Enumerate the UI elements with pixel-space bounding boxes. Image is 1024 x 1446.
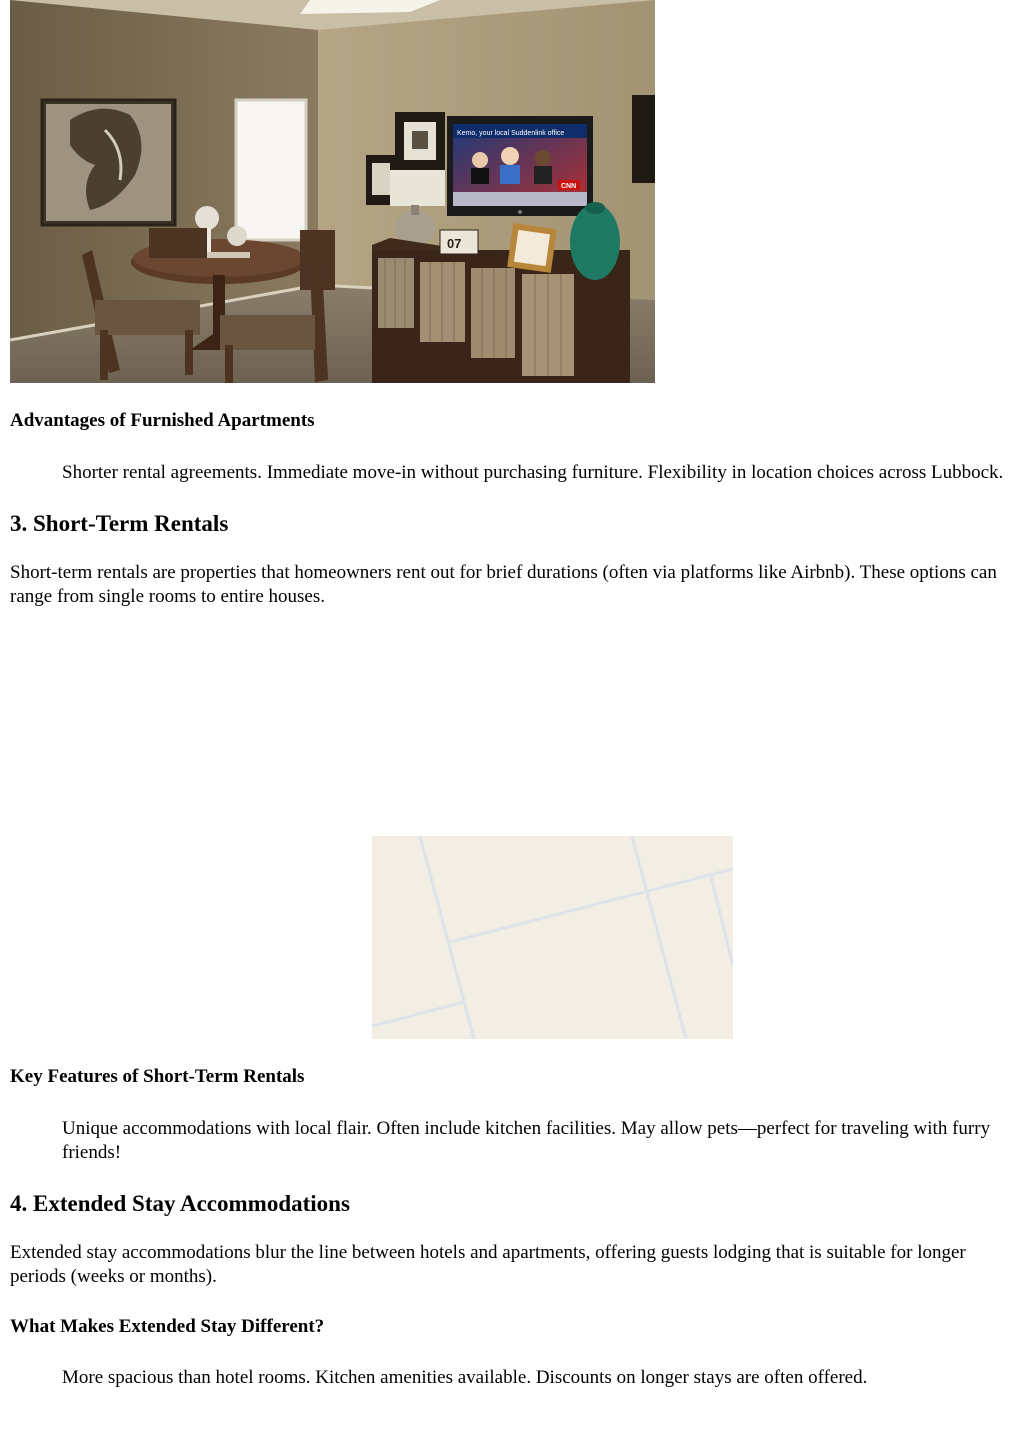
map-container — [10, 836, 1014, 1039]
article-content — [10, 0, 1014, 1390]
short-term-rentals-heading: 3. Short-Term Rentals — [10, 511, 229, 536]
short-term-features-heading: Key Features of Short-Term Rentals — [10, 1066, 305, 1087]
map-embed[interactable] — [372, 836, 733, 1039]
tv-screen-text: Kemo, your local Suddenlink office — [457, 130, 565, 137]
extended-stay-difference-heading: What Makes Extended Stay Different? — [10, 1316, 325, 1337]
furnished-advantages-heading: Advantages of Furnished Apartments — [10, 410, 315, 431]
tv-channel-logo: CNN — [561, 183, 577, 190]
short-term-features-list: Unique accommodations with local flair. Often include kitchen facilities. May allow pets—perfect for traveling with furry friends! — [62, 1118, 991, 1163]
extended-stay-intro: Extended stay accommodations blur the line between hotels and apartments, offering guests lodging that is suitable for longer periods (weeks or months). — [10, 1242, 966, 1287]
extended-stay-heading: 4. Extended Stay Accommodations — [10, 1191, 350, 1216]
calendar-day: 07 — [447, 236, 462, 251]
furnished-advantages-list: Shorter rental agreements. Immediate move-in without purchasing furniture. Flexibility in location choices across Lubbock. — [62, 462, 1004, 483]
furnished-room-photo — [10, 0, 655, 383]
extended-stay-difference-list: More spacious than hotel rooms. Kitchen amenities available. Discounts on longer stays are often offered. — [62, 1367, 868, 1388]
short-term-rentals-intro: Short-term rentals are properties that homeowners rent out for brief durations (often via platforms like Airbnb). These options can range from single rooms to entire houses. — [10, 562, 997, 607]
